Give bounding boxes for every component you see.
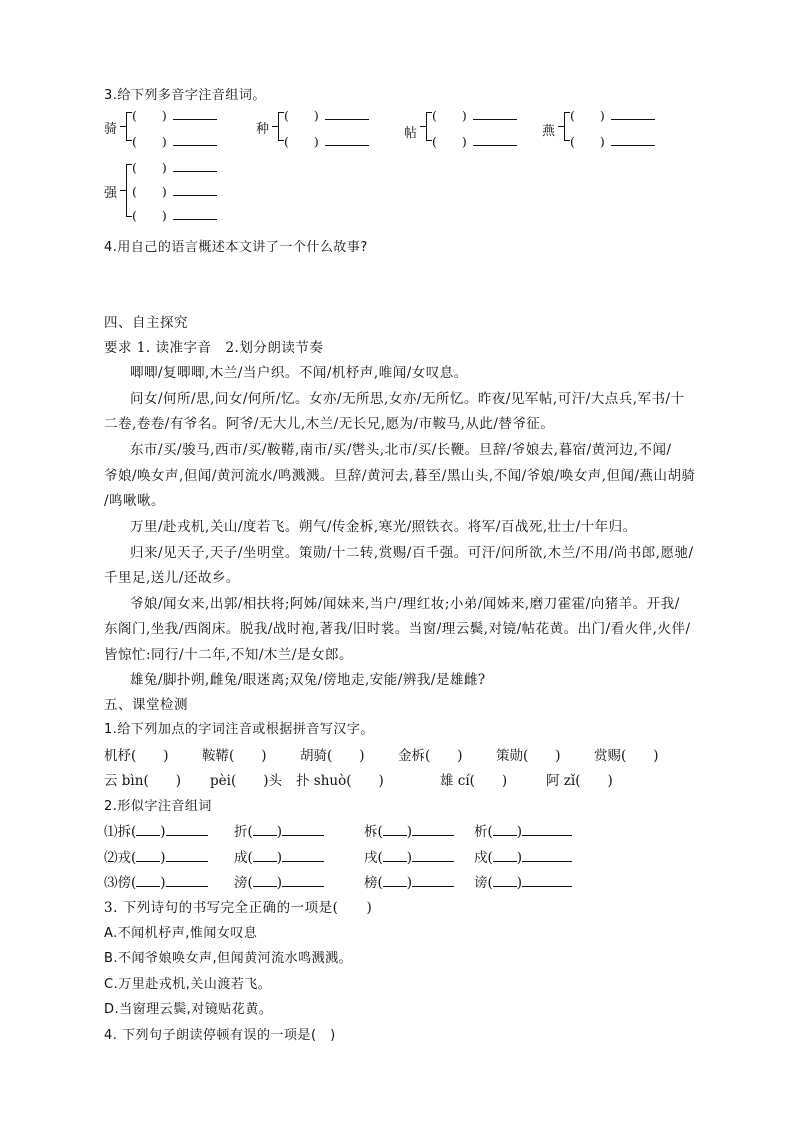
polyphone-char: 燕 [542,124,556,139]
word-blank[interactable] [325,133,369,146]
word-blank[interactable] [412,823,454,836]
poem-line: 雄兔/脚扑朔,雌兔/眼迷离;双兔/傍地走,安能/辨我/是雄雌? [130,672,486,688]
poem-line: 东市/买/骏马,西市/买/鞍鞯,南市/买/辔头,北市/买/长鞭。旦辞/爷娘去,暮宿/黄河边,不闻/ [130,442,672,458]
bracket [564,112,565,140]
word-blank[interactable] [166,849,208,862]
q2-prompt: 2.形似字注音组词 [104,799,212,814]
word-blank[interactable] [282,823,324,836]
word-blank[interactable] [473,133,517,146]
vocab-item[interactable]: 机杼( ) [104,748,169,764]
word-blank[interactable] [166,874,208,887]
word-blank[interactable] [166,823,208,836]
char-item: 析( [474,824,493,840]
char-item: ⑵戎( [104,850,137,866]
poem-line: 万里/赴戎机,关山/度若飞。朔气/传金柝,寒光/照铁衣。将军/百战死,壮士/十年归。 [130,519,637,535]
q2-row-3: ⑶傍( ) 滂( ) 榜( ) 谤( ) [104,871,584,889]
word-blank[interactable] [173,107,217,120]
option-b[interactable]: B.不闻爷娘唤女声,但闻黄河流水鸣溅溅。 [104,951,353,966]
word-blank[interactable] [173,159,217,172]
word-blank[interactable] [522,874,572,887]
char-item: 柝( [364,824,383,840]
pinyin-blank[interactable]: ( ) [284,108,319,123]
q3-prompt: 3. 下列诗句的书写完全正确的一项是( ) [104,900,373,916]
word-blank[interactable] [522,849,572,862]
option-d[interactable]: D.当窗理云鬓,对镜贴花黄。 [104,1002,273,1017]
poem-line: 千里足,送儿/还故乡。 [104,570,240,586]
bracket [278,112,279,140]
poem-line: 爷娘/闻女来,出郭/相扶将;阿姊/闻妹来,当户/理红妆;小弟/闻姊来,磨刀霍霍/向猪羊。开我/ [130,596,680,612]
section-4-requirement: 要求 1. 读准字音 2.划分朗读节奏 [104,340,324,356]
poem-line: 唧唧/复唧唧,木兰/当户织。不闻/机杼声,唯闻/女叹息。 [130,365,468,381]
pinyin-blank[interactable]: ( ) [132,160,167,175]
pinyin-blank[interactable]: ( ) [570,108,605,123]
char-item: 戍( [474,850,493,866]
word-blank[interactable] [282,874,324,887]
word-blank[interactable] [611,107,655,120]
section-4-heading: 四、自主探究 [104,315,188,331]
word-blank[interactable] [611,133,655,146]
pinyin-blank[interactable]: ( ) [284,134,319,149]
vocab-item[interactable]: 胡骑( ) [300,748,365,764]
pinyin-blank[interactable]: ( ) [432,108,467,123]
bracket [426,112,427,140]
word-blank[interactable] [522,823,572,836]
vocab-item[interactable]: pèi( )头 [210,773,282,789]
q2-row-2: ⑵戎( ) 成( ) 戌( ) 戍( ) [104,846,584,864]
poem-line: 皆惊忙:同行/十二年,不知/木兰/是女郎。 [104,647,353,663]
word-blank[interactable] [282,849,324,862]
pinyin-blank[interactable]: ( ) [132,208,167,223]
char-item: 谤( [474,875,493,891]
polyphone-char: 帖 [404,126,418,141]
char-item: 折( [234,824,253,840]
q4-prompt: 4.用自己的语言概述本文讲了一个什么故事? [104,240,368,255]
vocab-item[interactable]: 扑 shuò( ) [296,773,384,789]
pinyin-blank[interactable]: ( ) [132,184,167,199]
vocab-item[interactable]: 金柝( ) [398,748,463,764]
poem-line: 归来/见天子,天子/坐明堂。策勋/十二转,赏赐/百千强。可汗/问所欲,木兰/不用/尚书郎,愿驰/ [130,545,694,561]
vocab-item[interactable]: 策勋( ) [496,748,561,764]
q4-question: 4. 下列句子朗读停顿有误的一项是( ) [104,1028,336,1043]
word-blank[interactable] [173,133,217,146]
char-item: 榜( [364,875,383,891]
word-blank[interactable] [173,183,217,196]
option-c[interactable]: C.万里赴戎机,关山渡若飞。 [104,977,272,992]
vocab-item[interactable]: 赏赐( ) [594,748,659,764]
q2-row-1: ⑴拆( ) 折( ) 柝( ) 析( ) [104,820,584,838]
poem-line: 二卷,卷卷/有爷名。阿爷/无大儿,木兰/无长兄,愿为/市鞍马,从此/替爷征。 [104,416,555,432]
polyphone-char: 骑 [104,122,118,137]
pinyin-blank[interactable]: ( ) [132,134,167,149]
option-a[interactable]: A.不闻机杼声,惟闻女叹息 [104,926,258,941]
pinyin-blank[interactable]: ( ) [570,134,605,149]
vocab-item[interactable]: 阿 zǐ( ) [546,773,613,789]
char-item: 成( [234,850,253,866]
vocab-item[interactable]: 云 bìn( ) [104,773,181,789]
polyphone-char: 强 [104,186,118,201]
q1-prompt: 1.给下列加点的字词注音或根据拼音写汉字。 [104,722,374,737]
char-item: 戌( [364,850,383,866]
poem-line: 东阁门,坐我/西阁床。脱我/战时袍,著我/旧时裳。当窗/理云鬓,对镜/帖花黄。出门/看火伴,火伴/ [104,621,691,637]
char-item: 滂( [234,875,253,891]
char-item: ⑴拆( [104,824,137,840]
pinyin-blank[interactable]: ( ) [132,108,167,123]
char-item: ⑶傍( [104,875,137,891]
word-blank[interactable] [412,874,454,887]
word-blank[interactable] [325,107,369,120]
bracket [126,112,127,140]
vocab-item[interactable]: 雄 cí( ) [440,773,508,789]
poem-line: 爷娘/唤女声,但闻/黄河流水/鸣溅溅。旦辞/黄河去,暮至/黑山头,不闻/爷娘/唤女声,但闻/燕山胡骑 [104,468,696,484]
polyphone-char: 种 [256,122,270,137]
q1-row-1 [104,744,704,762]
word-blank[interactable] [173,207,217,220]
pinyin-blank[interactable]: ( ) [432,134,467,149]
q3-title: 3.给下列多音字注音组词。 [104,88,266,103]
section-5-heading: 五、课堂检测 [104,697,188,713]
vocab-item[interactable]: 鞍鞯( ) [202,748,267,764]
poem-line: /鸣啾啾。 [104,493,166,509]
word-blank[interactable] [412,849,454,862]
q1-row-2 [104,769,704,787]
bracket [126,164,127,216]
word-blank[interactable] [473,107,517,120]
poem-line: 问女/何所/思,问女/何所/忆。女亦/无所思,女亦/无所忆。昨夜/见军帖,可汗/大点兵,军书/十 [130,391,685,407]
